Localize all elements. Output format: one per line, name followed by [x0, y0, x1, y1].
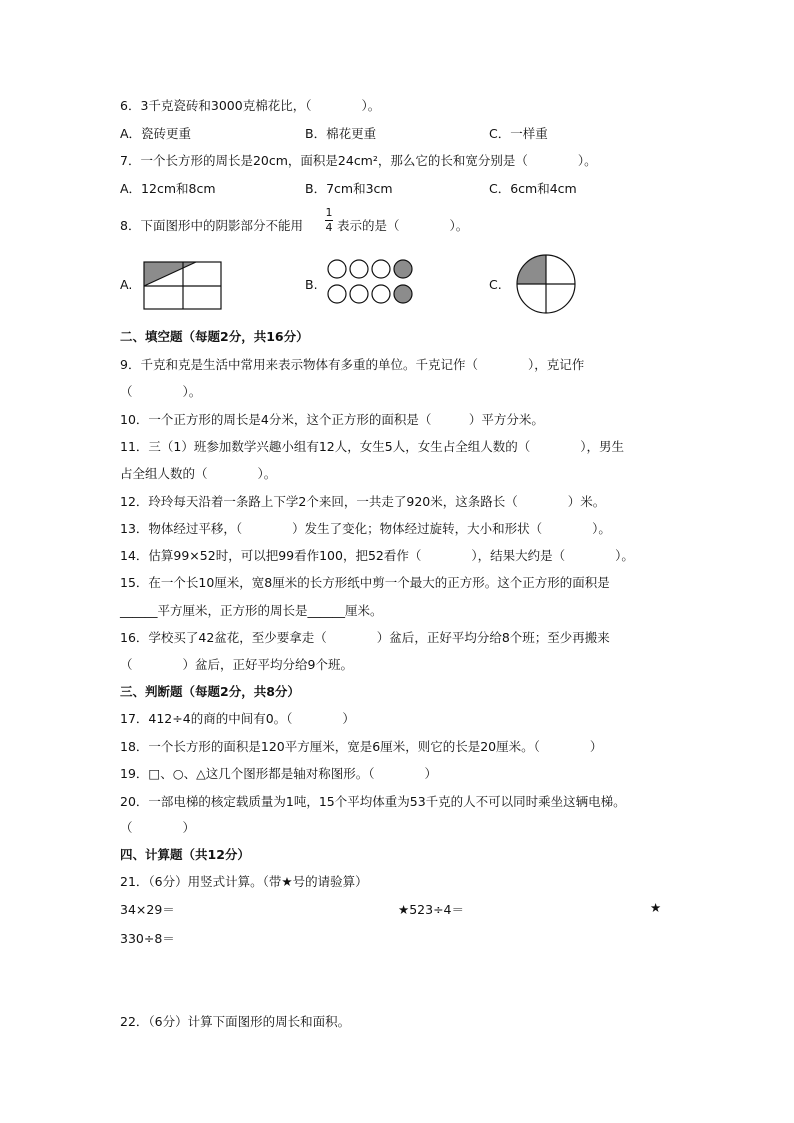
- figure-c-circle-quarters: [515, 253, 577, 315]
- q8-option-c-label: C.: [489, 277, 502, 292]
- q7-option-c: C．6cm和4cm: [489, 181, 577, 196]
- q6-option-a: A．瓷砖更重: [120, 126, 192, 141]
- calc-523div4: ★523÷4＝: [398, 902, 464, 917]
- question-16-line-2: （ ）盆后，正好平均分给9个班。: [120, 657, 353, 672]
- question-6: 6．3千克瓷砖和3000克棉花比，（ ）。: [120, 98, 381, 113]
- q8-option-b-label: B.: [305, 277, 318, 292]
- section-4-title: 四、计算题（共12分）: [120, 847, 250, 862]
- q6-option-b: B．棉花更重: [305, 126, 377, 141]
- question-20-line-2: （ ）: [120, 820, 196, 835]
- question-21-title: 21．（6分）用竖式计算。（带★号的请验算）: [120, 874, 368, 889]
- q8-option-a-label: A.: [120, 277, 133, 292]
- question-19: 19．□、○、△这几个图形都是轴对称图形。（ ）: [120, 766, 437, 781]
- star-icon: ★: [650, 900, 662, 915]
- question-11-line-1: 11．三（1）班参加数学兴趣小组有12人，女生5人，女生占全组人数的（ ），男生: [120, 439, 624, 454]
- q7-option-b: B．7cm和3cm: [305, 181, 393, 196]
- section-3-title: 三、判断题（每题2分，共8分）: [120, 684, 300, 699]
- question-8-before: 8．下面图形中的阴影部分不能用: [120, 218, 303, 233]
- question-14: 14．估算99×52时，可以把99看作100，把52看作（ ），结果大约是（ ）。: [120, 548, 634, 563]
- calc-34x29: 34×29＝: [120, 902, 175, 917]
- fraction-one-quarter: [323, 207, 335, 234]
- question-15-line-1: 15．在一个长10厘米，宽8厘米的长方形纸中剪一个最大的正方形。这个正方形的面积是: [120, 575, 610, 590]
- question-11-line-2: 占全组人数的（ ）。: [120, 466, 277, 481]
- figure-b-circles: [325, 257, 417, 307]
- figure-a-rectangle-grid: [143, 261, 223, 311]
- question-16-line-1: 16．学校买了42盆花，至少要拿走（ ）盆后，正好平均分给8个班；至少再搬来: [120, 630, 610, 645]
- question-9-line-2: （ ）。: [120, 384, 202, 399]
- question-12: 12．玲玲每天沿着一条路上下学2个来回，一共走了920米，这条路长（ ）米。: [120, 494, 606, 509]
- question-15-line-2: ______平方厘米，正方形的周长是______厘米。: [120, 603, 383, 618]
- fraction-denominator: 4: [325, 221, 333, 234]
- question-7: 7．一个长方形的周长是20cm，面积是24cm²，那么它的长和宽分别是（ ）。: [120, 153, 597, 168]
- question-18: 18．一个长方形的面积是120平方厘米，宽是6厘米，则它的长是20厘米。（ ）: [120, 739, 603, 754]
- question-17: 17．412÷4的商的中间有0。（ ）: [120, 711, 355, 726]
- q7-option-a: A．12cm和8cm: [120, 181, 216, 196]
- question-10: 10．一个正方形的周长是4分米，这个正方形的面积是（ ）平方分米。: [120, 412, 544, 427]
- q6-option-c: C．一样重: [489, 126, 548, 141]
- question-9-line-1: 9．千克和克是生活中常用来表示物体有多重的单位。千克记作（ ），克记作: [120, 357, 585, 372]
- question-8-after: 表示的是（ ）。: [337, 218, 469, 233]
- question-13: 13．物体经过平移，（ ）发生了变化；物体经过旋转，大小和形状（ ）。: [120, 521, 611, 536]
- calc-330div8: 330÷8＝: [120, 931, 175, 946]
- question-22: 22．（6分）计算下面图形的周长和面积。: [120, 1014, 351, 1029]
- question-20-line-1: 20．一部电梯的核定载质量为1吨，15个平均体重为53千克的人不可以同时乘坐这辆电梯。: [120, 794, 626, 809]
- section-2-title: 二、填空题（每题2分，共16分）: [120, 329, 309, 344]
- fraction-numerator: 1: [325, 206, 333, 219]
